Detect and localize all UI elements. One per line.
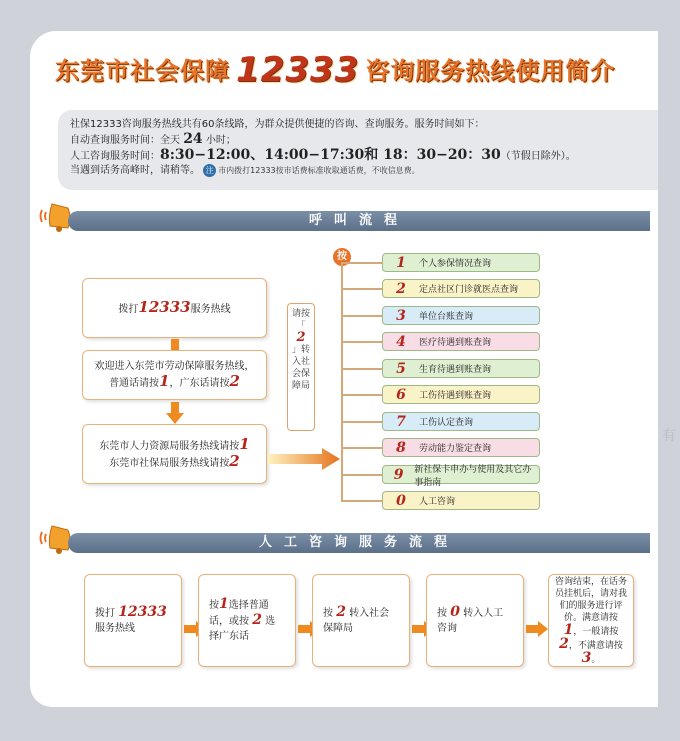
arrow-right-icon (526, 621, 548, 637)
option-4 (382, 332, 540, 351)
intro-line-2-suffix: 小时； (205, 135, 236, 146)
call-step-dial-suffix: 服务热线 (190, 303, 231, 315)
call-step-bureau (82, 424, 267, 484)
intro-panel (58, 110, 658, 190)
option-label: 劳动能力鉴定查询 (419, 444, 492, 454)
intro-line-4 (70, 164, 658, 178)
option-digit: 1 (396, 254, 406, 271)
intro-line-2-big: 24 (183, 131, 203, 147)
connector-horizontal (341, 341, 382, 343)
call-step-bureau-num1: 1 (239, 435, 250, 453)
manual-step-operator-a: 按 (437, 608, 447, 619)
intro-line-3-big: 8:30−12:00、14:00−17:30和 18：30−20：30 (160, 147, 501, 163)
manual-step-social-num: 2 (336, 604, 346, 620)
intro-line-4-text: 当遇到话务高峰时，请稍等。 (70, 165, 200, 176)
title-suffix: 咨询服务热线使用简介 (365, 57, 616, 85)
manual-step-rating-a: 咨询结束，在话务员挂机后，请对我们的服务进行评价。满意请按 (555, 576, 628, 623)
ghost-char: 有 (662, 428, 676, 444)
vertical-note-post: 」转入社会保障局 (291, 345, 310, 391)
intro-line-3-suffix: （节假日除外）。 (500, 151, 576, 162)
section-bar-call-flow (68, 211, 650, 231)
page-title (55, 48, 655, 98)
call-step-welcome (82, 350, 267, 400)
intro-line-3-prefix: 人工咨询服务时间： (70, 151, 160, 162)
manual-step-rating-c: ，不满意请按 (568, 640, 623, 651)
manual-step-dial-prefix: 拨打 (95, 608, 115, 619)
manual-step-language-c: 选择广东话 (209, 616, 276, 642)
option-label: 生育待遇到账查询 (419, 365, 492, 375)
connector-horizontal (341, 394, 382, 396)
manual-step-rating-num3: 3 (581, 649, 592, 666)
manual-step-language-b: 选择普通话，或按 (209, 600, 269, 627)
manual-step-social-b: 转入社会保障局 (323, 608, 390, 634)
manual-step-rating-d: 。 (591, 654, 601, 665)
manual-step-social (312, 574, 410, 667)
connector-horizontal (341, 262, 382, 264)
call-step-welcome-mandarin: 普通话请按 (109, 378, 160, 389)
manual-step-rating (548, 574, 634, 667)
press-badge: 按 (333, 248, 351, 266)
manual-step-language-a: 按 (209, 600, 219, 611)
call-step-welcome-num1: 1 (159, 372, 170, 390)
call-step-dial-prefix: 拨打 (118, 303, 139, 315)
connector-horizontal (341, 315, 382, 317)
manual-step-rating-num2: 2 (559, 635, 569, 652)
option-label: 定点社区门诊就医点查询 (419, 285, 519, 295)
arrow-right-icon (268, 448, 340, 470)
option-6 (382, 385, 540, 404)
call-step-bureau-num2: 2 (229, 452, 240, 470)
intro-line-3 (70, 148, 658, 164)
manual-step-language-num1: 1 (219, 596, 229, 612)
option-label: 工伤认定查询 (419, 418, 474, 428)
option-digit: 6 (396, 386, 406, 403)
option-label: 个人参保情况查询 (419, 259, 492, 269)
option-digit: 7 (396, 413, 406, 430)
manual-step-dial-suffix: 服务热线 (95, 623, 135, 634)
connector-horizontal (341, 447, 382, 449)
option-digit: 5 (396, 360, 406, 377)
option-1 (382, 253, 540, 272)
option-2 (382, 279, 540, 298)
intro-note: 市内拨打12333按市话费标准收取通话费，不收信息费。 (218, 166, 420, 175)
manual-step-operator-b: 转入人工咨询 (437, 608, 504, 634)
call-step-dial (82, 278, 267, 338)
manual-step-rating-num1: 1 (563, 621, 574, 638)
connector-horizontal (341, 368, 382, 370)
option-digit: 0 (396, 492, 406, 509)
vertical-note (287, 303, 315, 431)
arrow-down-icon (166, 402, 184, 424)
option-8 (382, 438, 540, 457)
intro-line-2 (70, 132, 658, 148)
call-step-dial-number: 12333 (138, 297, 191, 316)
option-digit: 2 (396, 280, 406, 297)
manual-step-social-a: 按 (323, 608, 333, 619)
call-step-bureau-ss: 东莞市社保局服务热线请按 (109, 458, 230, 469)
manual-step-language-num2: 2 (252, 612, 262, 628)
manual-step-language (198, 574, 296, 667)
option-0 (382, 491, 540, 510)
intro-line-1: 社保12333咨询服务热线共有60条线路，为群众提供便捷的咨询、查询服务。服务时间如下： (70, 119, 485, 130)
option-label: 人工咨询 (419, 497, 456, 507)
connector-horizontal (341, 288, 382, 290)
option-label: 新社保卡申办与使用及其它办事指南 (414, 464, 532, 488)
manual-step-dial-number: 12333 (118, 604, 167, 620)
manual-step-rating-b: ，一般请按 (573, 626, 619, 637)
option-digit: 3 (396, 307, 406, 324)
vertical-note-num: 2 (296, 330, 306, 345)
connector-horizontal (341, 474, 382, 476)
option-digit: 4 (396, 333, 406, 350)
call-step-welcome-cantonese: ，广东话请按 (169, 378, 230, 389)
section-title-call-flow: 呼叫流程 (308, 213, 409, 228)
option-label: 医疗待遇到账查询 (419, 338, 492, 348)
option-label: 工伤待遇到账查询 (419, 391, 492, 401)
title-prefix: 东莞市社会保障 (55, 57, 230, 85)
note-badge-icon: 注 (203, 164, 216, 177)
section-title-manual-flow: 人工咨询服务流程 (258, 535, 459, 550)
connector-horizontal (341, 500, 382, 502)
option-digit: 9 (393, 466, 404, 483)
call-step-welcome-num2: 2 (229, 372, 240, 390)
option-7 (382, 412, 540, 431)
call-step-bureau-hr: 东莞市人力资源局服务热线请按 (99, 441, 240, 452)
option-label: 单位台账查询 (419, 312, 474, 322)
section-bar-manual-flow (68, 533, 650, 553)
call-step-welcome-line1: 欢迎进入东莞市劳动保障服务热线， (94, 361, 255, 372)
manual-step-dial (84, 574, 182, 667)
option-9 (382, 464, 540, 488)
option-digit: 8 (396, 439, 406, 456)
option-5 (382, 359, 540, 378)
intro-line-2-prefix: 自动查询服务时间：全天 (70, 135, 180, 146)
manual-step-operator-num: 0 (450, 604, 460, 620)
vertical-note-pre: 请按「 (291, 309, 310, 331)
option-3 (382, 306, 540, 325)
manual-step-operator (426, 574, 524, 667)
connector-horizontal (341, 421, 382, 423)
connector-vertical (341, 262, 343, 502)
title-number: 12333 (236, 50, 360, 90)
